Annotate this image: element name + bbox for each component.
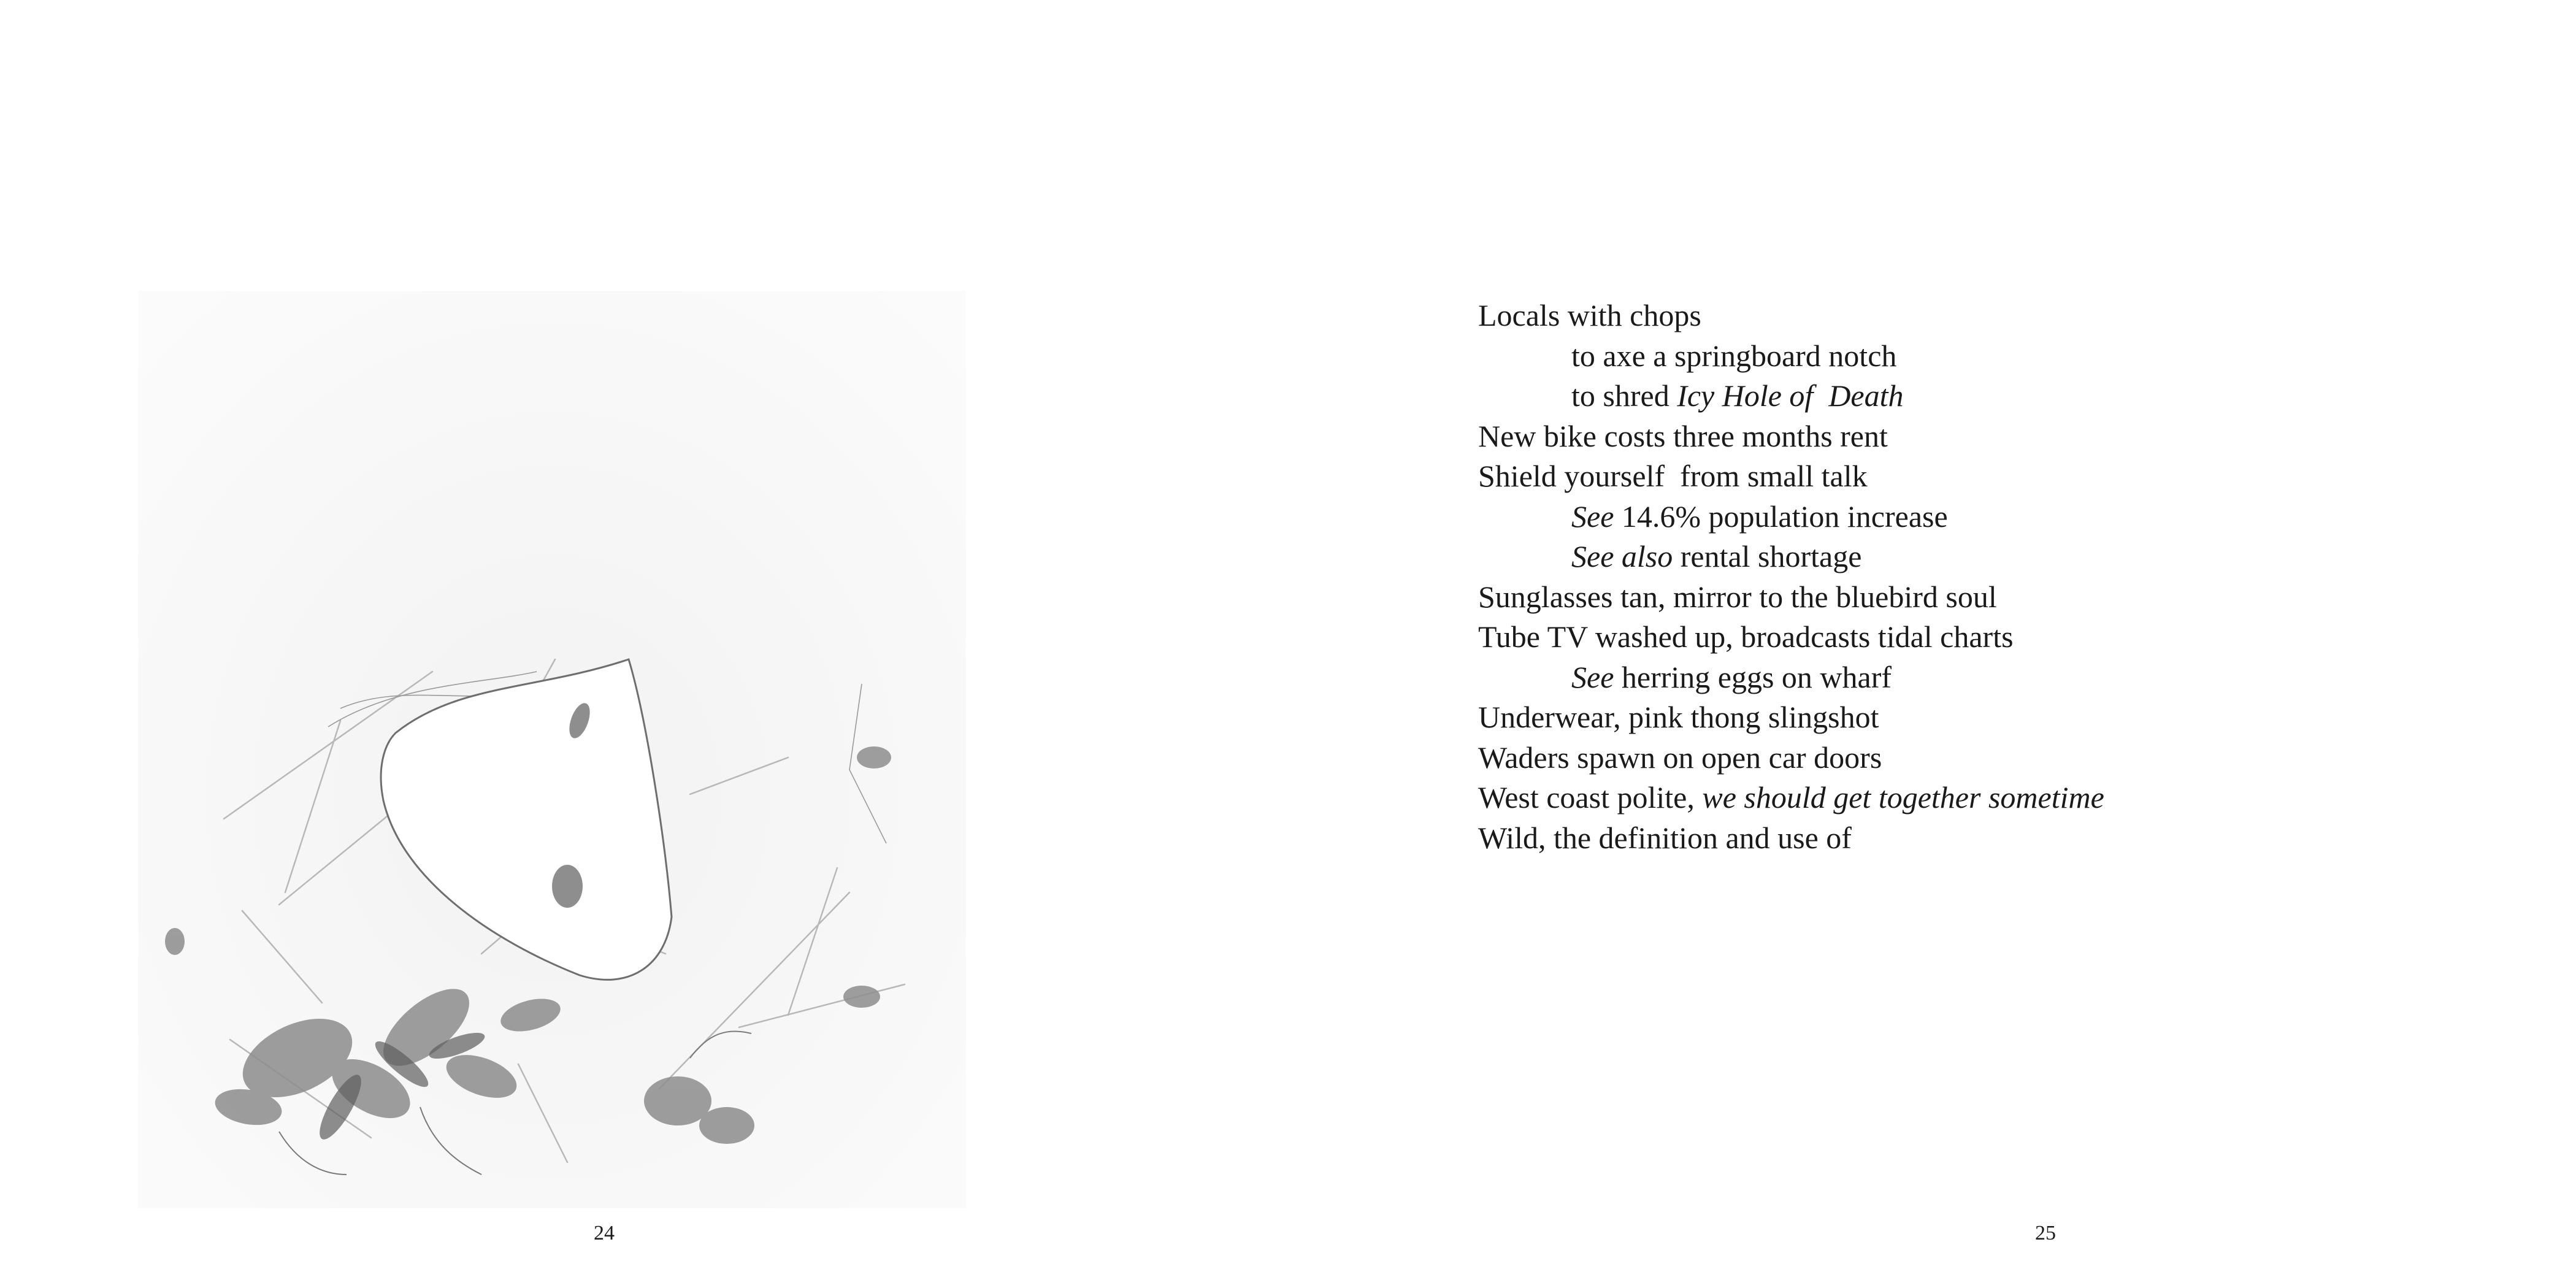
poem-italic-text: See also [1571,539,1673,573]
page-number-right: 25 [2035,1222,2056,1244]
poem-line [1478,617,2551,657]
poem-italic-text: Icy Hole of Death [1677,378,1904,413]
poem-text-span: herring eggs on wharf [1614,659,1892,694]
right-page [1288,0,2576,1288]
poem-text-span: Wild, the definition and use of [1478,820,1852,855]
poem-line [1478,577,2551,618]
poem-line [1478,416,2551,457]
poem-line [1478,818,2551,859]
poem-text-span: Tube TV washed up, broadcasts tidal charts [1478,619,2014,654]
poem-line [1478,376,2551,416]
poem-italic-text: we should get together sometime [1702,780,2104,815]
poem-text-span: Underwear, pink thong slingshot [1478,700,1879,734]
sketch-illustration [138,291,966,1208]
poem-text-span: to shred [1571,378,1677,413]
poem-line [1478,657,2551,698]
poem-text-span: to axe a springboard notch [1571,338,1897,373]
poem-line [1478,456,2551,497]
poem-line [1478,296,2551,336]
poem-line [1478,697,2551,738]
poem-italic-text: See [1571,499,1614,534]
poem-line [1478,537,2551,577]
poem-text-span: Waders spawn on open car doors [1478,740,1882,775]
poem-text-span: Shield yourself from small talk [1478,459,1868,493]
poem-italic-text: See [1571,659,1614,694]
poem-text-span: Sunglasses tan, mirror to the bluebird soul [1478,579,1997,614]
poem-text-span: New bike costs three months rent [1478,418,1888,453]
poem-text-span: 14.6% population increase [1614,499,1948,534]
poem-line [1478,738,2551,778]
poem-text [1478,296,2551,858]
poem-line [1478,778,2551,818]
poem-line [1478,497,2551,537]
poem-text-span: Locals with chops [1478,298,1701,332]
page-number-left: 24 [594,1222,615,1244]
poem-text-span: rental shortage [1673,539,1862,573]
poem-text-span: West coast polite, [1478,780,1703,815]
poem-line [1478,336,2551,377]
